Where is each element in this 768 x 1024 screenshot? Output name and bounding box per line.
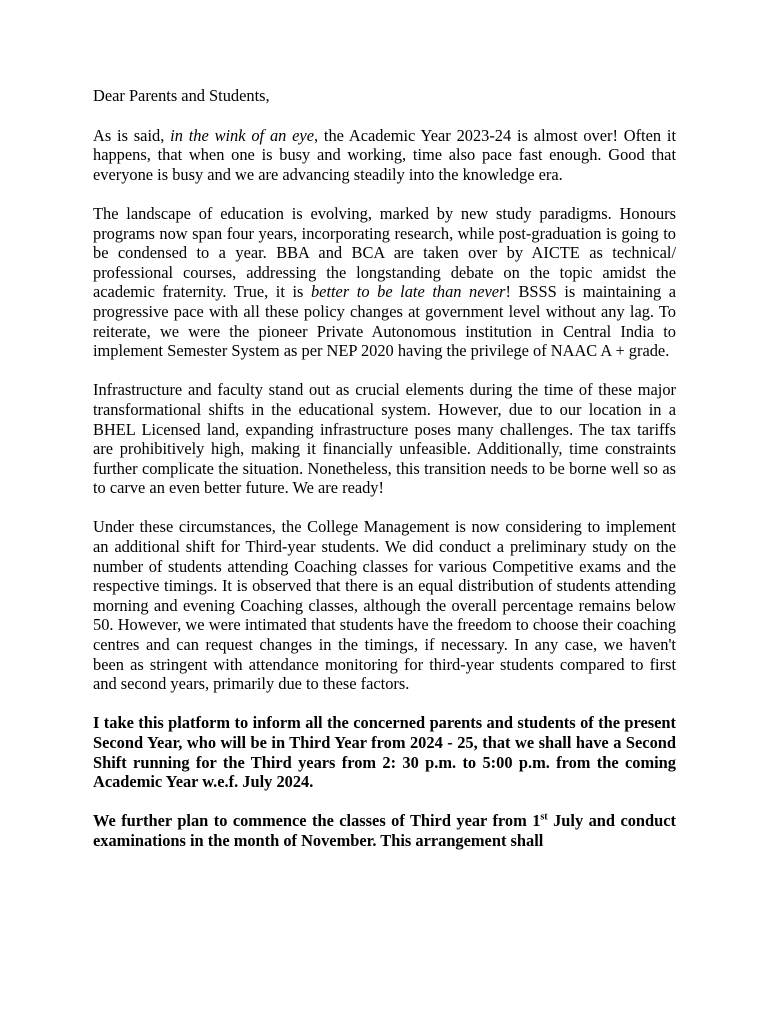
p6-ordinal-suffix: st [540,811,548,823]
p1-italic-phrase: in the wink of an eye [170,125,314,145]
paragraph-circumstances: Under these circumstances, the College Management is now considering to implement an additional shift for Third-year students. We did conduct a preliminary study on the number of students attending Coaching classes for various Competitive exams and the respective timings. It is observed that there is an equal distribution of students attending morning and evening Coaching classes, although the overall percentage remains below 50. However, we were intimated that students have the freedom to choose their coaching centres and can request changes in the timings, if necessary. In any case, we haven't been as stringent with attendance monitoring for third-year students compared to first and second years, primarily due to these factors. [93,517,676,694]
p6-text-b: July and conduct examinations in the month of November. This arrangement shall [93,811,676,850]
p6-text-a: We further plan to commence the classes of Third year from 1 [93,811,541,831]
paragraph-academic-year [93,126,676,185]
p2-italic-phrase: better to be late than never [310,282,506,302]
p1-text-a: As is said, [93,125,171,145]
p2-text-a: The landscape of education is evolving, marked by new study paradigms. Honours programs now span four years, incorporating research, while post-graduation is going to be condensed to a year. BBA and BCA are taken over by AICTE as technical/ professional courses, addressing the longstanding debate on the topic amidst the academic fraternity. True, it is [93,203,676,302]
paragraph-class-commencement [93,811,676,850]
salutation: Dear Parents and Students, [93,86,270,105]
paragraph-infrastructure: Infrastructure and faculty stand out as crucial elements during the time of these major transformational shifts in the educational system. However, due to our location in a BHEL Licensed land, expanding infrastructure poses many challenges. The tax tariffs are prohibitively high, making it financially unfeasible. Additionally, time constraints further complicate the situation. Nonetheless, this transition needs to be borne well so as to carve an even better future. We are ready! [93,380,676,498]
paragraph-education-landscape [93,204,676,361]
p1-text-b: , the Academic Year 2023-24 is almost over! Often it happens, that when one is busy and working, time also pace fast enough. Good that everyone is busy and we are advancing steadily into the knowledge era. [93,125,676,184]
p2-text-b: ! BSSS is maintaining a progressive pace with all these policy changes at government level without any lag. To reiterate, we were the pioneer Private Autonomous institution in Central India to implement Semester System as per NEP 2020 having the privilege of NAAC A + grade. [93,282,677,361]
paragraph-second-shift-announcement: I take this platform to inform all the concerned parents and students of the present Second Year, who will be in Third Year from 2024 - 25, that we shall have a Second Shift running for the Third years from 2: 30 p.m. to 5:00 p.m. from the coming Academic Year w.e.f. July 2024. [93,713,676,792]
